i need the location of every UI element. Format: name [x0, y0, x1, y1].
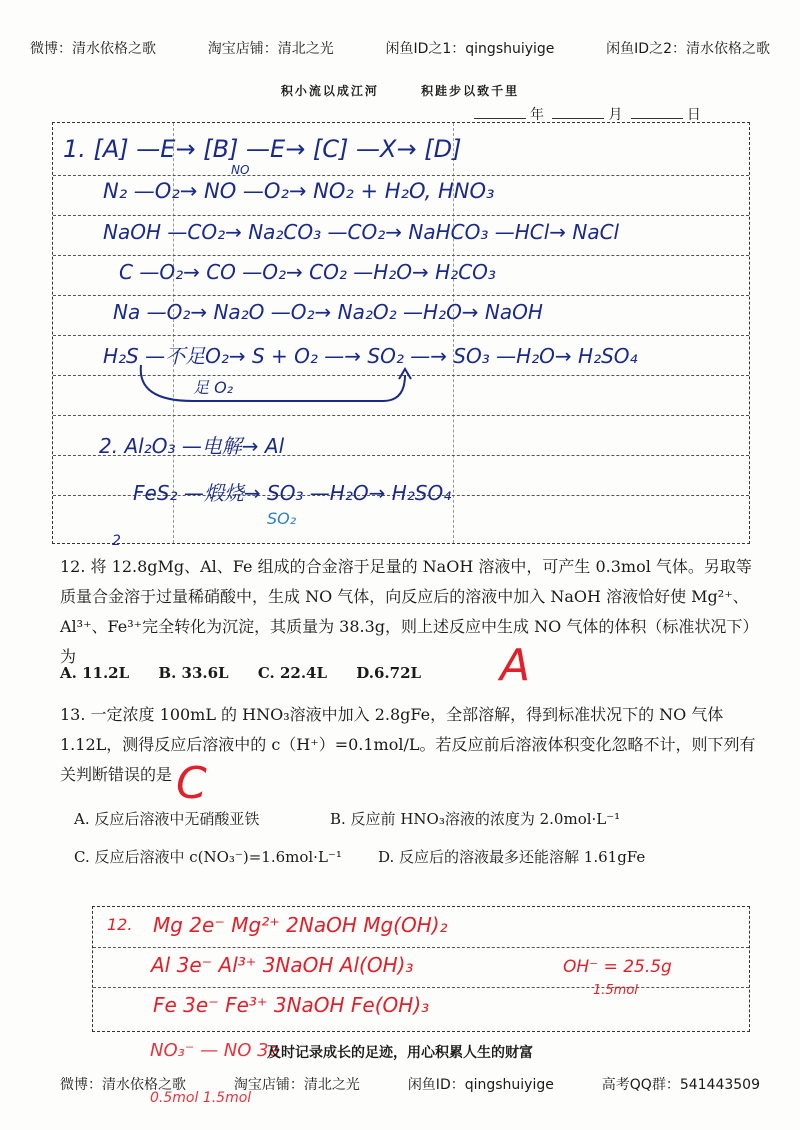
q12-options: [60, 664, 445, 682]
question-12: [60, 552, 760, 672]
note-line-8: FeS₂ —煅烧→ SO₃ —H₂O→ H₂SO₄: [133, 481, 452, 505]
note-b-num: 12.: [107, 915, 133, 934]
q13-number: 13.: [60, 705, 86, 724]
note-line-4: C —O₂→ CO —O₂→ CO₂ —H₂O→ H₂CO₃: [119, 260, 496, 284]
motto-left: 积小流以成江河: [280, 84, 379, 98]
date-line: [470, 104, 701, 124]
q12-text: 将 12.8gMg、Al、Fe 组成的合金溶于足量的 NaOH 溶液中，可产生 0.3mol 气体。另取等质量合金溶于过量稀硝酸中，生成 NO 气体，向反应后的溶液中加入 NaOH 溶液恰好使 Mg²⁺、Al³⁺、Fe³⁺完全转化为沉淀，其质量为 38.3g，则上述反应中生成 NO 气体的体积（标准状况下）为: [60, 557, 759, 666]
footer-taobao: 淘宝店铺：清北之光: [233, 1077, 360, 1093]
q13-option-b: B. 反应前 HNO₃溶液的浓度为 2.0mol·L⁻¹: [330, 810, 621, 828]
note-b-row2b: OH⁻ = 25.5g: [563, 957, 672, 977]
slogan: 及时记录成长的足迹，用心积累人生的财富: [267, 1045, 533, 1061]
header-weibo: 微博：清水依格之歌: [30, 41, 156, 57]
note-line-1: 1. [A] —E→ [B] —E→ [C] —X→ [D]: [63, 135, 462, 163]
header-xianyu2: 闲鱼ID之2：清水依格之歌: [606, 41, 770, 57]
date-month: 月: [608, 107, 623, 123]
motto: [0, 82, 800, 99]
q13-option-c: C. 反应后溶液中 c(NO₃⁻)=1.6mol·L⁻¹: [74, 848, 342, 866]
note-line-6b: 足 O₂: [193, 378, 234, 397]
notes-box-bottom: [92, 906, 750, 1032]
note-b-row4b: 0.5mol 1.5mol: [150, 1090, 252, 1106]
date-day: 日: [686, 107, 701, 123]
q13-option-d: D. 反应后的溶液最多还能溶解 1.61gFe: [378, 848, 646, 866]
q12-option-c: C. 22.4L: [257, 664, 328, 682]
note-b-row2: Al 3e⁻ Al³⁺ 3NaOH Al(OH)₃: [151, 953, 414, 977]
motto-right: 积跬步以致千里: [421, 84, 520, 98]
footer-weibo: 微博：清水依格之歌: [60, 1077, 186, 1093]
page-header: [30, 38, 770, 58]
note-line-2b: NO: [231, 163, 250, 177]
note-line-6: H₂S —不足O₂→ S + O₂ —→ SO₂ —→ SO₃ —H₂O→ H₂SO₄: [103, 344, 638, 368]
q12-option-b: B. 33.6L: [158, 664, 229, 682]
question-13: [60, 700, 760, 790]
q12-option-d: D.6.72L: [356, 664, 422, 682]
q13-text: 一定浓度 100mL 的 HNO₃溶液中加入 2.8gFe，全部溶解，得到标准状况下的 NO 气体 1.12L，测得反应后溶液中的 c（H⁺）=0.1mol/L。若反应前后溶液体积变化忽略不计，则下列有关判断错误的是: [60, 705, 756, 784]
q12-answer-mark: A: [500, 640, 531, 691]
footer-qq: 高考QQ群：541443509: [601, 1077, 760, 1093]
q12-option-a: A. 11.2L: [60, 664, 130, 682]
q12-number: 12.: [60, 557, 86, 576]
note-b-row1: Mg 2e⁻ Mg²⁺ 2NaOH Mg(OH)₂: [153, 913, 448, 937]
header-xianyu1: 闲鱼ID之1：qingshuiyige: [385, 41, 555, 57]
note-line-5: Na —O₂→ Na₂O —O₂→ Na₂O₂ —H₂O→ NaOH: [113, 300, 543, 324]
note-line-7: 2. Al₂O₃ —电解→ Al: [99, 434, 285, 458]
note-b-row2c: 1.5mol: [593, 983, 638, 998]
footer-xianyu: 闲鱼ID：qingshuiyige: [407, 1077, 554, 1093]
note-b-row3: Fe 3e⁻ Fe³⁺ 3NaOH Fe(OH)₃: [153, 993, 430, 1017]
date-year: 年: [530, 107, 544, 123]
q13-option-a: A. 反应后溶液中无硝酸亚铁: [74, 810, 260, 828]
q13-answer-mark: C: [176, 758, 207, 809]
notes-box-top: [52, 122, 750, 544]
q12-margin-mark: 2: [112, 533, 121, 549]
note-b-row4: NO₃⁻ — NO 3e: [150, 1040, 280, 1061]
note-line-2: N₂ —O₂→ NO —O₂→ NO₂ + H₂O, HNO₃: [103, 179, 495, 203]
page-footer: [60, 1074, 760, 1094]
note-line-3: NaOH —CO₂→ Na₂CO₃ —CO₂→ NaHCO₃ —HCl→ NaCl: [103, 220, 620, 244]
note-line-8b: SO₂: [267, 509, 297, 528]
loop-arrow-icon: [133, 363, 433, 408]
header-taobao: 淘宝店铺：清北之光: [207, 41, 334, 57]
